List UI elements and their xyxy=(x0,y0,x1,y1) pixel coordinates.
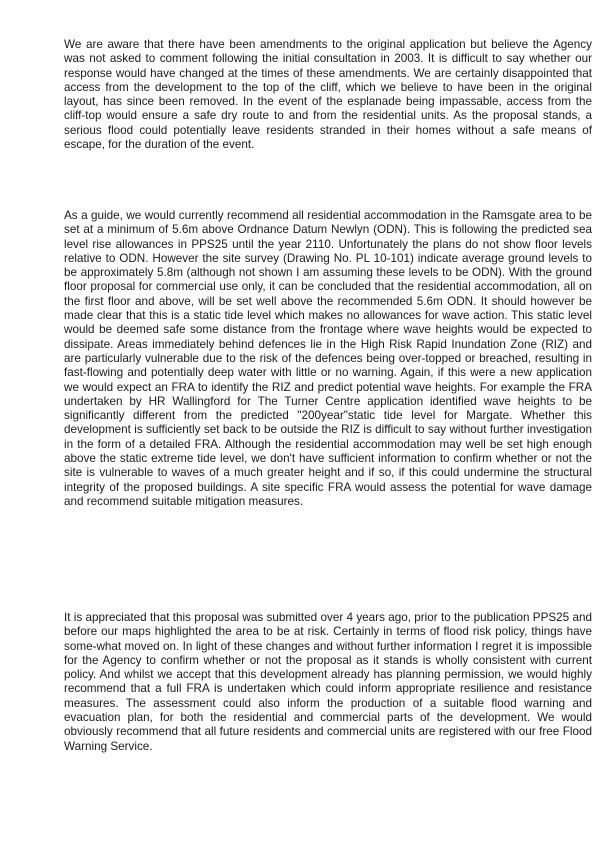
paragraph-amendments: We are aware that there have been amendments to the original application but believe the Agency was not asked to comment following the initial consultation in 2003. It is difficult to say whether our response would have changed at the times of these amendments. We are certainly disappointed that access from the development to the top of the cliff, which we believe to have been in the original layout, has since been removed. In the event of the esplanade being impassable, access from the cliff-top would ensure a safe dry route to and from the residential units. As the proposal stands, a serious flood could potentially leave residents stranded in their homes without a safe means of escape, for the duration of the event. xyxy=(64,38,592,152)
paragraph-flood-levels-guidance: As a guide, we would currently recommend all residential accommodation in the Ramsgate area to be set at a minimum of 5.6m above Ordnance Datum Newlyn (ODN). This is following the predicted sea level rise allowances in PPS25 until the year 2110. Unfortunately the plans do not show floor levels relative to ODN. However the site survey (Drawing No. PL 10-101) indicate average ground levels to be approximately 5.8m (although not shown I am assuming these levels to be ODN). With the ground floor proposal for commercial use only, it can be concluded that the residential accommodation, all on the first floor and above, will be set well above the recommended 5.6m ODN. It should however be made clear that this is a static tide level which makes no allowances for wave action. This static level would be deemed safe some distance from the frontage where wave heights would be expected to dissipate. Areas immediately behind defences lie in the High Risk Rapid Inundation Zone (RIZ) and are particularly vulnerable due to the risk of the defences being over-topped or breached, resulting in fast-flowing and potentially deep water with little or no warning. Again, if this were a new application we would expect an FRA to identify the RIZ and predict potential wave heights. For example the FRA undertaken by HR Wallingford for The Turner Centre application identified wave heights to be significantly different from the predicted "200year"static tide level for Margate. Whether this development is sufficiently set back to be outside the RIZ is difficult to say without further investigation in the form of a detailed FRA. Although the residential accommodation may well be set high enough above the static extreme tide level, we don't have sufficient information to confirm whether or not the site is vulnerable to waves of a much greater height and if so, if this could undermine the structural integrity of the proposed buildings. A site specific FRA would assess the potential for wave damage and recommend suitable mitigation measures. xyxy=(64,209,592,508)
paragraph-recommendation: It is appreciated that this proposal was submitted over 4 years ago, prior to the publication PPS25 and before our maps highlighted the area to be at risk. Certainly in terms of flood risk policy, things have some-what moved on. In light of these changes and without further information I regret it is impossible for the Agency to confirm whether or not the proposal as it stands is wholly consistent with current policy. And whilst we accept that this development already has planning permission, we would highly recommend that a full FRA is undertaken which could inform appropriate resilience and resistance measures. The assessment could also inform the production of a suitable flood warning and evacuation plan, for both the residential and commercial parts of the development. We would obviously recommend that all future residents and commercial units are registered with our free Flood Warning Service. xyxy=(64,611,592,753)
